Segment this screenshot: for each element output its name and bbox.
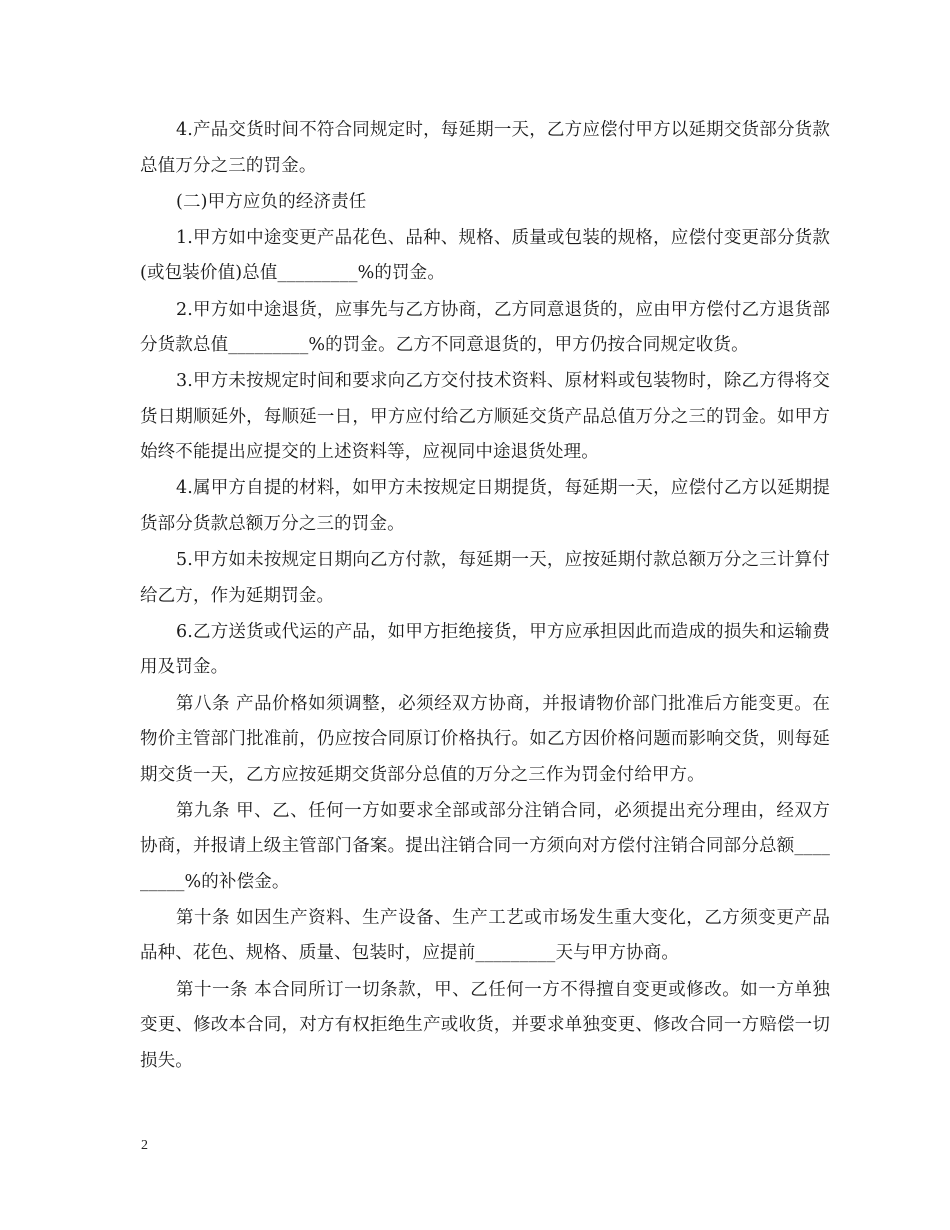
paragraph-clause-1-change: 1.甲方如中途变更产品花色、品种、规格、质量或包装的规格，应偿付变更部分货款(或包装价值)总值_________%的罚金。 (140, 227, 830, 284)
paragraph-clause-3-materials: 3.甲方未按规定时间和要求向乙方交付技术资料、原材料或包装物时，除乙方得将交货日期顺延外，每顺延一日，甲方应付给乙方顺延交货产品总值万分之三的罚金。如甲方始终不能提出应提交的上述资料等，应视同中途退货处理。 (140, 371, 830, 463)
page-number: 2 (141, 1138, 148, 1153)
paragraph-clause-4-pickup: 4.属甲方自提的材料，如甲方未按规定日期提货，每延期一天，应偿付乙方以延期提货部分货款总额万分之三的罚金。 (140, 478, 830, 534)
paragraph-article-9: 第九条 甲、乙、任何一方如要求全部或部分注销合同，必须提出充分理由，经双方协商，并报请上级主管部门备案。提出注销合同一方须向对方偿付注销合同部分总额_________%的补偿金。 (140, 800, 830, 892)
paragraph-clause-2-return: 2.甲方如中途退货，应事先与乙方协商，乙方同意退货的，应由甲方偿付乙方退货部分货款总值_________%的罚金。乙方不同意退货的，甲方仍按合同规定收货。 (140, 299, 830, 356)
paragraph-article-11: 第十一条 本合同所订一切条款，甲、乙任何一方不得擅自变更或修改。如一方单独变更、修改本合同，对方有权拒绝生产或收货，并要求单独变更、修改合同一方赔偿一切损失。 (140, 979, 830, 1071)
document-body (140, 113, 830, 1080)
paragraph-clause-6-refusal: 6.乙方送货或代运的产品，如甲方拒绝接货，甲方应承担因此而造成的损失和运输费用及罚金。 (140, 621, 830, 678)
paragraph-clause-4-delivery-delay: 4.产品交货时间不符合同规定时，每延期一天，乙方应偿付甲方以延期交货部分货款总值万分之三的罚金。 (140, 120, 830, 176)
paragraph-clause-5-payment: 5.甲方如未按规定日期向乙方付款，每延期一天，应按延期付款总额万分之三计算付给乙方，作为延期罚金。 (140, 550, 830, 606)
paragraph-article-8: 第八条 产品价格如须调整，必须经双方协商，并报请物价部门批准后方能变更。在物价主管部门批准前，仍应按合同原订价格执行。如乙方因价格问题而影响交货，则每延期交货一天，乙方应按延期交货部分总值的万分之三作为罚金付给甲方。 (140, 693, 830, 785)
paragraph-article-10: 第十条 如因生产资料、生产设备、生产工艺或市场发生重大变化，乙方须变更产品品种、花色、规格、质量、包装时，应提前_________天与甲方协商。 (140, 907, 830, 964)
paragraph-heading-party-a-liability: (二)甲方应负的经济责任 (176, 191, 367, 212)
